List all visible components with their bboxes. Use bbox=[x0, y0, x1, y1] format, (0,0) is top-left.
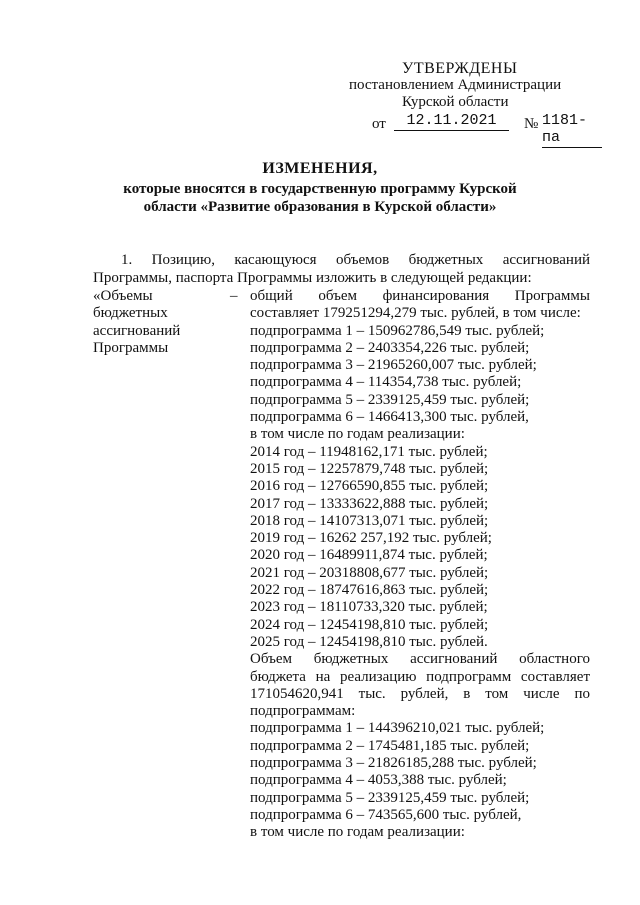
heading-line-2: области «Развитие образования в Курской области» bbox=[143, 199, 497, 215]
approval-date: 12.11.2021 bbox=[394, 112, 509, 131]
text-line: подпрограмма 1 – 144396210,021 тыс. рублей; bbox=[250, 720, 545, 737]
left-label-line: Программы bbox=[93, 339, 169, 356]
regional-line-3: 171054620,941 тыс. рублей, в том числе по bbox=[250, 685, 590, 702]
regional-line-2: бюджета на реализацию подпрограмм составляет bbox=[250, 668, 590, 685]
text-line: подпрограмма 6 – 1466413,300 тыс. рублей, bbox=[250, 409, 529, 426]
text-line: подпрограмма 1 – 150962786,549 тыс. рублей; bbox=[250, 322, 545, 339]
text-line: 2019 год – 16262 257,192 тыс. рублей; bbox=[250, 530, 492, 547]
table-dash: – bbox=[230, 288, 238, 304]
text-line: составляет 179251294,279 тыс. рублей, в том числе: bbox=[250, 305, 581, 322]
paragraph-1-line-2: Программы, паспорта Программы изложить в следующей редакции: bbox=[93, 269, 532, 286]
text-line: подпрограмма 2 – 2403354,226 тыс. рублей; bbox=[250, 339, 530, 356]
table-right-column bbox=[250, 288, 590, 842]
text-line: подпрограмма 5 – 2339125,459 тыс. рублей; bbox=[250, 391, 530, 408]
text-line: 2015 год – 12257879,748 тыс. рублей; bbox=[250, 460, 489, 477]
document-heading bbox=[0, 160, 640, 216]
right-intro-line: общий объем финансирования Программы bbox=[250, 288, 590, 304]
right-lines bbox=[250, 305, 590, 651]
approval-line-2: Курской области bbox=[402, 94, 509, 110]
text-line: подпрограмма 4 – 4053,388 тыс. рублей; bbox=[250, 772, 507, 789]
text-line: 2025 год – 12454198,810 тыс. рублей. bbox=[250, 633, 488, 650]
text-line: подпрограммам: bbox=[250, 703, 356, 720]
text-line: 2024 год – 12454198,810 тыс. рублей; bbox=[250, 616, 489, 633]
text-line: подпрограмма 3 – 21965260,007 тыс. рублей; bbox=[250, 357, 537, 374]
regional-line-1: Объем бюджетных ассигнований областного bbox=[250, 651, 590, 668]
text-line: 2022 год – 18747616,863 тыс. рублей; bbox=[250, 582, 489, 599]
approval-date-line bbox=[372, 112, 612, 146]
text-line: 2020 год – 16489911,874 тыс. рублей; bbox=[250, 547, 488, 564]
approval-ot-label: от bbox=[372, 116, 386, 132]
text-line: 2014 год – 11948162,171 тыс. рублей; bbox=[250, 443, 488, 460]
text-line: подпрограмма 2 – 1745481,185 тыс. рублей; bbox=[250, 737, 530, 754]
approval-number-label: № bbox=[524, 116, 539, 132]
heading-title: ИЗМЕНЕНИЯ, bbox=[262, 160, 378, 177]
text-line: 2018 год – 14107313,071 тыс. рублей; bbox=[250, 512, 489, 529]
approval-line-1: постановлением Администрации bbox=[349, 77, 562, 93]
regional-lines bbox=[250, 703, 590, 841]
approval-title: УТВЕРЖДЕНЫ bbox=[402, 60, 518, 77]
left-label-line: ассигнований bbox=[93, 322, 181, 339]
text-line: подпрограмма 6 – 743565,600 тыс. рублей, bbox=[250, 806, 522, 823]
approval-stamp bbox=[349, 60, 612, 146]
paragraph-1 bbox=[93, 252, 590, 288]
paragraph-1-line-1: 1. Позицию, касающуюся объемов бюджетных ассигнований bbox=[121, 252, 590, 268]
heading-line-1: которые вносятся в государственную программу Курской bbox=[123, 181, 517, 197]
left-label-line: «Объемы bbox=[93, 288, 153, 304]
text-line: 2023 год – 18110733,320 тыс. рублей; bbox=[250, 599, 488, 616]
table-left-column bbox=[93, 288, 228, 357]
text-line: в том числе по годам реализации: bbox=[250, 426, 465, 443]
text-line: подпрограмма 4 – 114354,738 тыс. рублей; bbox=[250, 374, 522, 391]
text-line: 2017 год – 13333622,888 тыс. рублей; bbox=[250, 495, 489, 512]
text-line: подпрограмма 5 – 2339125,459 тыс. рублей; bbox=[250, 789, 530, 806]
text-line: 2021 год – 20318808,677 тыс. рублей; bbox=[250, 564, 489, 581]
left-label-line: бюджетных bbox=[93, 305, 168, 322]
text-line: 2016 год – 12766590,855 тыс. рублей; bbox=[250, 478, 489, 495]
approval-number: 1181-па bbox=[542, 112, 602, 148]
text-line: подпрограмма 3 – 21826185,288 тыс. рублей; bbox=[250, 755, 537, 772]
text-line: в том числе по годам реализации: bbox=[250, 824, 465, 841]
